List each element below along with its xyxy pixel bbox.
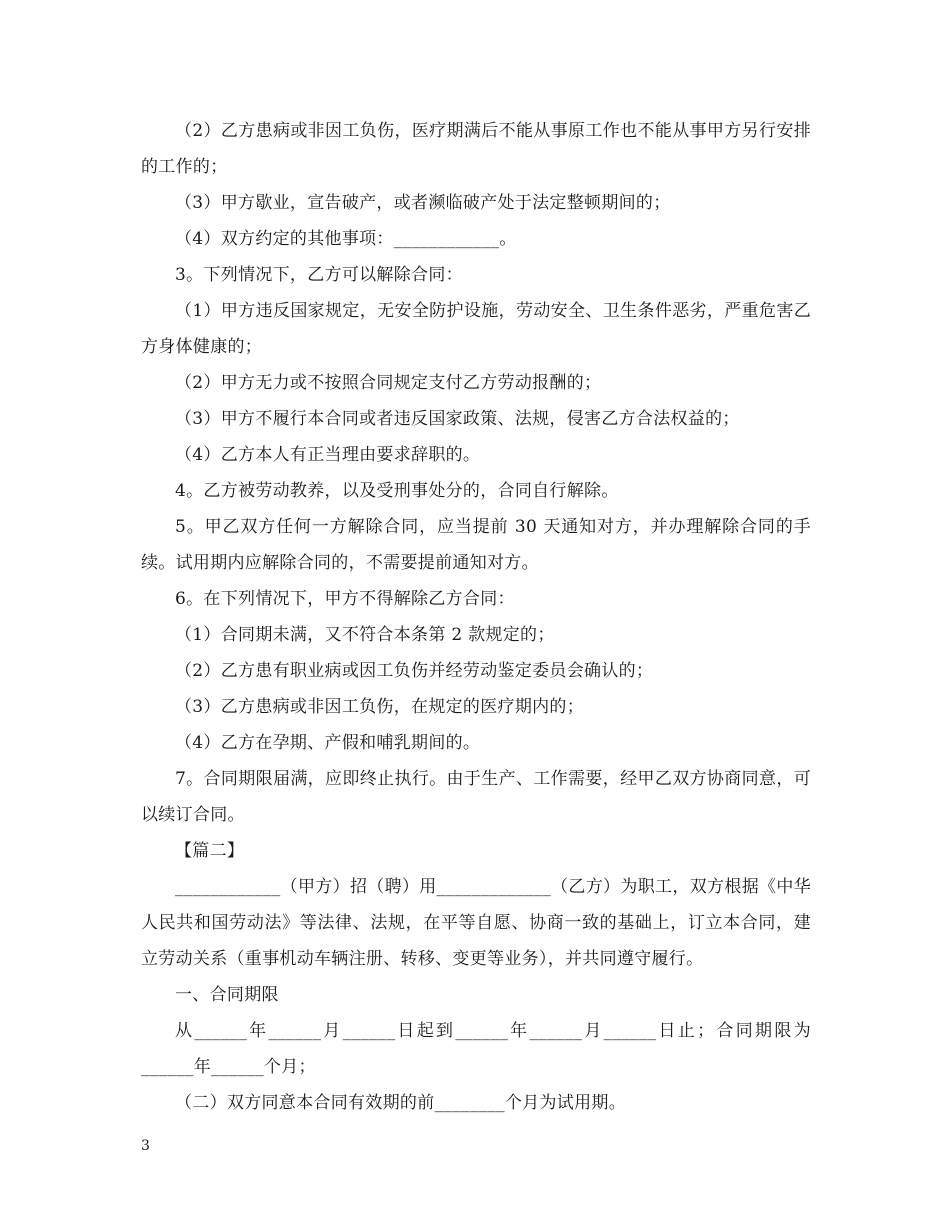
section-heading: 【篇二】 xyxy=(175,841,245,861)
clause-paragraph: 7。合同期限届满，应即终止执行。由于生产、工作需要，经甲乙双方协商同意，可以续订合同。 xyxy=(141,769,811,825)
document-body xyxy=(141,113,811,1121)
clause-paragraph: 5。甲乙双方任何一方解除合同，应当提前 30 天通知对方，并办理解除合同的手续。试用期内应解除合同的，不需要提前通知对方。 xyxy=(141,517,811,573)
clause-paragraph: 4。乙方被劳动教养，以及受刑事处分的，合同自行解除。 xyxy=(175,481,619,501)
clause-paragraph: （4）双方约定的其他事项：____________。 xyxy=(175,229,517,249)
clause-paragraph: 6。在下列情况下，甲方不得解除乙方合同： xyxy=(175,589,515,609)
clause-paragraph: （2）乙方患病或非因工负伤，医疗期满后不能从事原工作也不能从事甲方另行安排的工作的； xyxy=(141,121,811,177)
page-number: 3 xyxy=(141,1138,150,1154)
clause-paragraph: （1）甲方违反国家规定，无安全防护设施，劳动安全、卫生条件恶劣，严重危害乙方身体健康的； xyxy=(141,301,811,357)
clause-paragraph: （3）甲方歇业，宣告破产，或者濒临破产处于法定整顿期间的； xyxy=(175,193,671,213)
clause-paragraph: （4）乙方在孕期、产假和哺乳期间的。 xyxy=(175,733,481,753)
clause-paragraph: （1）合同期未满，又不符合本条第 2 款规定的； xyxy=(175,625,555,645)
section-heading: 一、合同期限 xyxy=(175,985,279,1005)
clause-paragraph: （3）甲方不履行本合同或者违反国家政策、法规，侵害乙方合法权益的； xyxy=(175,409,740,429)
clause-paragraph: （2）乙方患有职业病或因工负伤并经劳动鉴定委员会确认的； xyxy=(175,661,654,681)
clause-paragraph: （2）甲方无力或不按照合同规定支付乙方劳动报酬的； xyxy=(175,373,602,393)
clause-paragraph: 从______年______月______日起到______年______月______日止；合同期限为______年______个月； xyxy=(141,1021,811,1077)
clause-paragraph: （3）乙方患病或非因工负伤，在规定的医疗期内的； xyxy=(175,697,585,717)
contract-preamble: ____________（甲方）招（聘）用_____________（乙方）为职工，双方根据《中华人民共和国劳动法》等法律、法规，在平等自愿、协商一致的基础上，订立本合同，建立劳动关系（重事机动车辆注册、转移、变更等业务），并共同遵守履行。 xyxy=(141,877,811,969)
clause-paragraph: （二）双方同意本合同有效期的前________个月为试用期。 xyxy=(175,1093,626,1113)
clause-paragraph: （4）乙方本人有正当理由要求辞职的。 xyxy=(175,445,481,465)
clause-paragraph: 3。下列情况下，乙方可以解除合同： xyxy=(175,265,463,285)
